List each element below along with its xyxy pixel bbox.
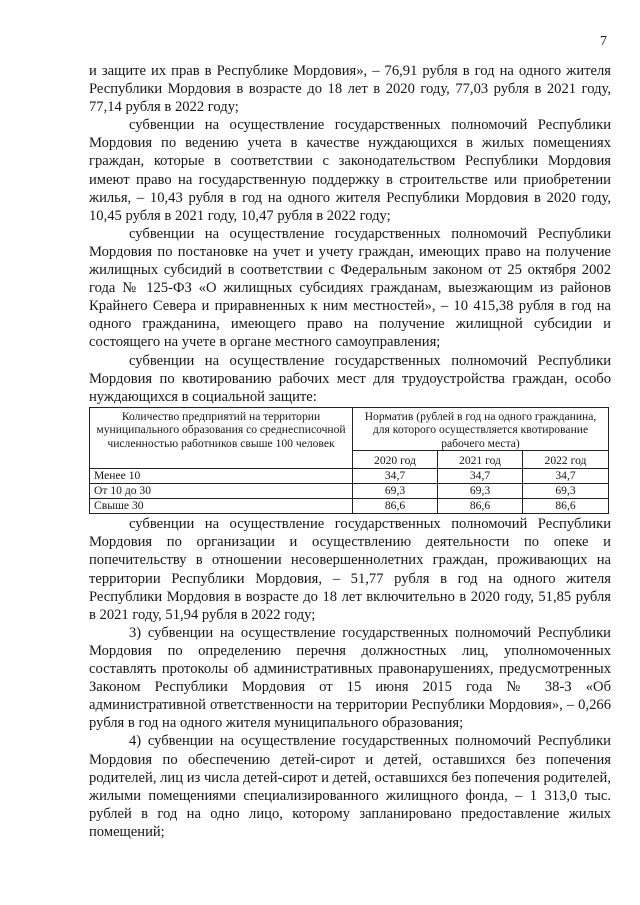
table-header-standard: Норматив (рублей в год на одного гражданина, для которого осуществляется квотирование рабочего места) [353, 407, 609, 451]
cell-value: 69,3 [523, 484, 609, 499]
cell-value: 34,7 [523, 469, 609, 484]
table-row [90, 484, 609, 499]
paragraph: субвенции на осуществление государственных полномочий Республики Мордовия по квотированию рабочих мест для трудоустройства граждан, особо нуждающихся в социальной защите: [89, 352, 611, 405]
paragraph: субвенции на осуществление государственных полномочий Республики Мордовия по постановке на учет и учету граждан, имеющих право на получение жилищных субсидий в соответствии с Федеральным законом от 25 октября 2002 года № 125-ФЗ «О жилищных субсидиях гражданам, выезжающим из районов Крайнего Севера и приравненных к ним местностей», – 10 415,38 рубля в год на одного гражданина, имеющего право на получение жилищной субсидии и состоящего на учете в органе местного самоуправления; [89, 225, 611, 351]
table-row [90, 469, 609, 484]
table-row [90, 499, 609, 514]
quota-standards-table [89, 407, 609, 515]
cell-value: 86,6 [523, 499, 609, 514]
cell-value: 86,6 [438, 499, 523, 514]
row-label: От 10 до 30 [90, 484, 353, 499]
paragraph: 3) субвенции на осуществление государственных полномочий Республики Мордовия по определению перечня должностных лиц, уполномоченных составлять протоколы об административных правонарушениях, предусмотренных Законом Республики Мордовия от 15 июня 2015 года № 38-З «Об административной ответственности на территории Республики Мордовия», – 0,266 рубля в год на одного жителя муниципального образования; [89, 624, 611, 732]
row-label: Свыше 30 [90, 499, 353, 514]
paragraph: субвенции на осуществление государственных полномочий Республики Мордовия по ведению учета в качестве нуждающихся в жилых помещениях граждан, которые в соответствии с законодательством Республики Мордовия имеют право на государственную поддержку в строительстве или приобретении жилья, – 10,43 рубля в год на одного жителя Республики Мордовия в 2020 году, 10,45 рубля в 2021 году, 10,47 рубля в 2022 году; [89, 117, 611, 224]
paragraph: и защите их прав в Республике Мордовия», – 76,91 рубля в год на одного жителя Республики Мордовия в возрасте до 18 лет в 2020 году, 77,03 рубля в 2021 году, 77,14 рубля в 2022 году; [89, 63, 611, 116]
page-number: 7 [600, 34, 607, 49]
row-label: Менее 10 [90, 469, 353, 484]
cell-value: 34,7 [353, 469, 438, 484]
paragraph: 4) субвенции на осуществление государственных полномочий Республики Мордовия по обеспечению детей-сирот и детей, оставшихся без попечения родителей, лиц из числа детей-сирот и детей, оставшихся без попечения родителей, жилыми помещениями специализированного жилищного фонда, – 1 313,0 тыс. рублей в год на одно лицо, которому запланировано предоставление жилых помещений; [89, 733, 611, 840]
table-header-row [90, 407, 609, 451]
paragraph: субвенции на осуществление государственных полномочий Республики Мордовия по организации и осуществлению деятельности по опеке и попечительству в отношении несовершеннолетних граждан, проживающих на территории Республики Мордовия, – 51,77 рубля в год на одного жителя Республики Мордовия в возрасте до 18 лет включительно в 2020 году, 51,85 рубля в 2021 году, 51,94 рубля в 2022 году; [89, 516, 611, 623]
year-header: 2021 год [438, 451, 523, 469]
document-body [89, 62, 611, 841]
table-header-enterprises: Количество предприятий на территории муниципального образования со среднесписочной численностью работников свыше 100 человек [90, 407, 353, 469]
cell-value: 86,6 [353, 499, 438, 514]
year-header: 2022 год [523, 451, 609, 469]
year-header: 2020 год [353, 451, 438, 469]
cell-value: 34,7 [438, 469, 523, 484]
cell-value: 69,3 [438, 484, 523, 499]
cell-value: 69,3 [353, 484, 438, 499]
